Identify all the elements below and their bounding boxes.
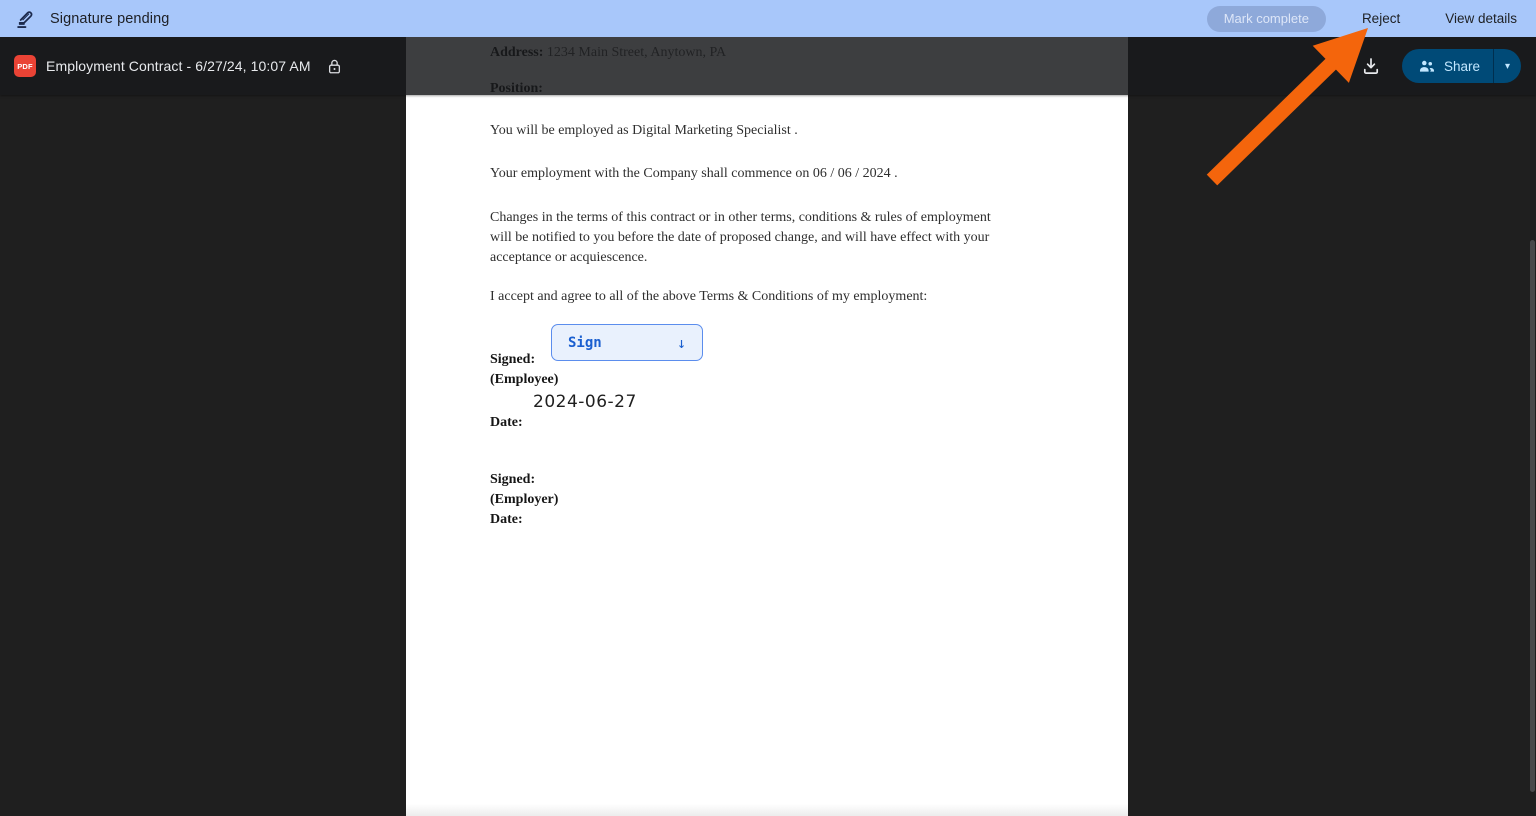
share-dropdown-caret-icon[interactable]: ▾ [1504,60,1511,72]
download-icon [1360,55,1382,77]
mark-complete-button[interactable]: Mark complete [1207,6,1326,32]
people-icon [1418,58,1436,74]
file-info [0,55,342,77]
file-title: Employment Contract - 6/27/24, 10:07 AM [46,58,311,74]
employer-party-label: (Employer) [490,492,559,507]
paragraph-commence: Your employment with the Company shall commence on 06 / 06 / 2024 . [490,166,898,181]
employee-date-label: Date: [490,415,523,430]
document-page [406,37,1128,816]
paragraph-accept: I accept and agree to all of the above Terms & Conditions of my employment: [490,289,928,304]
sign-button[interactable] [551,324,703,361]
sign-dropdown-arrow-icon: ↓ [676,333,686,352]
toolbar-actions [1360,49,1536,83]
download-button[interactable] [1360,55,1382,77]
view-details-button[interactable]: View details [1445,11,1517,26]
paragraph-employed-as: You will be employed as Digital Marketing Specialist . [490,123,798,138]
vertical-scrollbar-thumb[interactable] [1530,240,1535,792]
banner-status-text: Signature pending [50,10,170,27]
signed-employer-label: Signed: [490,472,536,487]
sign-button-label: Sign [568,334,602,351]
signed-employee-label: Signed: [490,352,536,367]
signature-banner [0,0,1536,37]
signature-pen-icon [12,6,37,31]
share-button[interactable] [1402,49,1521,83]
employee-date-value: 2024-06-27 [533,392,637,412]
employee-party-label: (Employee) [490,372,559,387]
employer-date-label: Date: [490,512,523,527]
pdf-file-icon: PDF [14,55,36,77]
paragraph-changes: Changes in the terms of this contract or in other terms, conditions & rules of employment will be notified to you before the date of proposed change, and will have effect with your acceptance or acquiescence. [490,210,991,265]
reject-button[interactable]: Reject [1361,11,1401,26]
lock-icon [327,58,342,75]
share-label: Share [1443,58,1480,74]
pdf-toolbar [0,37,1536,95]
